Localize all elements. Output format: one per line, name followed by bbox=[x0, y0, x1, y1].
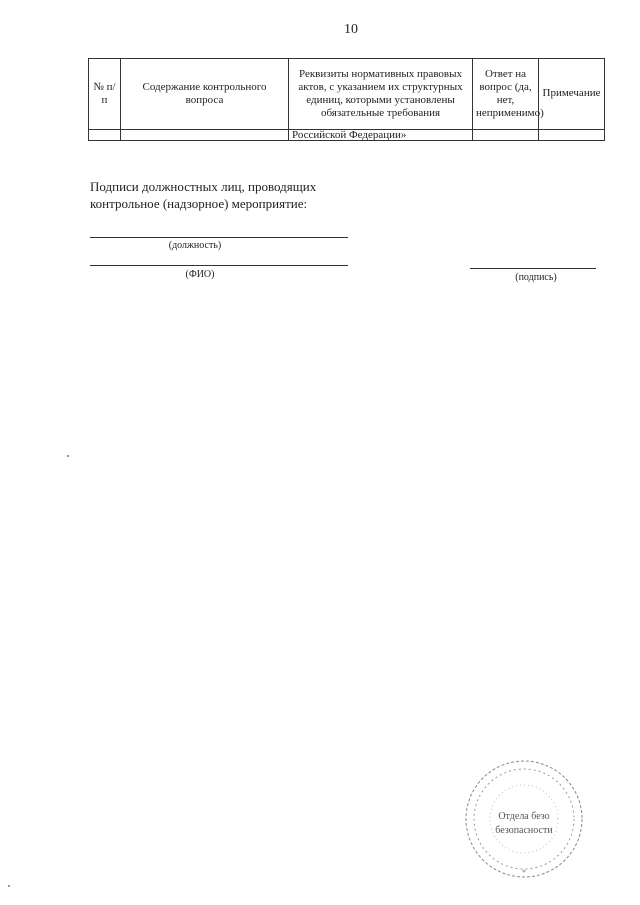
header-number: № п/п bbox=[89, 59, 121, 130]
cell-answer bbox=[473, 130, 539, 141]
header-legal-acts: Реквизиты нормативных правовых актов, с указанием их структурных единиц, которыми установлены обязательные требования bbox=[289, 59, 473, 130]
header-answer: Ответ на вопрос (да, нет, неприменимо) bbox=[473, 59, 539, 130]
signature-line bbox=[470, 268, 596, 269]
table-header-row bbox=[89, 59, 605, 130]
page-number: 10 bbox=[344, 22, 358, 37]
signature-caption: (подпись) bbox=[515, 272, 557, 283]
signatures-heading-line2: контрольное (надзорное) мероприятие: bbox=[90, 196, 308, 211]
position-line bbox=[90, 237, 348, 238]
stamp-star: * bbox=[522, 868, 526, 877]
name-line bbox=[90, 265, 348, 266]
scan-speck bbox=[67, 455, 69, 457]
name-caption: (ФИО) bbox=[185, 269, 215, 280]
position-caption: (должность) bbox=[168, 240, 222, 251]
scan-speck bbox=[8, 885, 10, 887]
header-question: Содержание контрольного вопроса bbox=[121, 59, 289, 130]
signatures-heading-line1: Подписи должностных лиц, проводящих bbox=[90, 179, 317, 194]
table-row bbox=[89, 130, 605, 141]
official-stamp bbox=[462, 757, 586, 881]
checklist-table bbox=[88, 58, 605, 141]
stamp-line1: Отдела безо bbox=[498, 811, 550, 822]
cell-note bbox=[539, 130, 605, 141]
header-note: Примечание bbox=[539, 59, 605, 130]
cell-question bbox=[121, 130, 289, 141]
cell-number bbox=[89, 130, 121, 141]
cell-legal-acts: Российской Федерации» bbox=[289, 130, 473, 141]
signatures-heading bbox=[90, 178, 316, 212]
stamp-line2: безопасности bbox=[495, 825, 553, 836]
